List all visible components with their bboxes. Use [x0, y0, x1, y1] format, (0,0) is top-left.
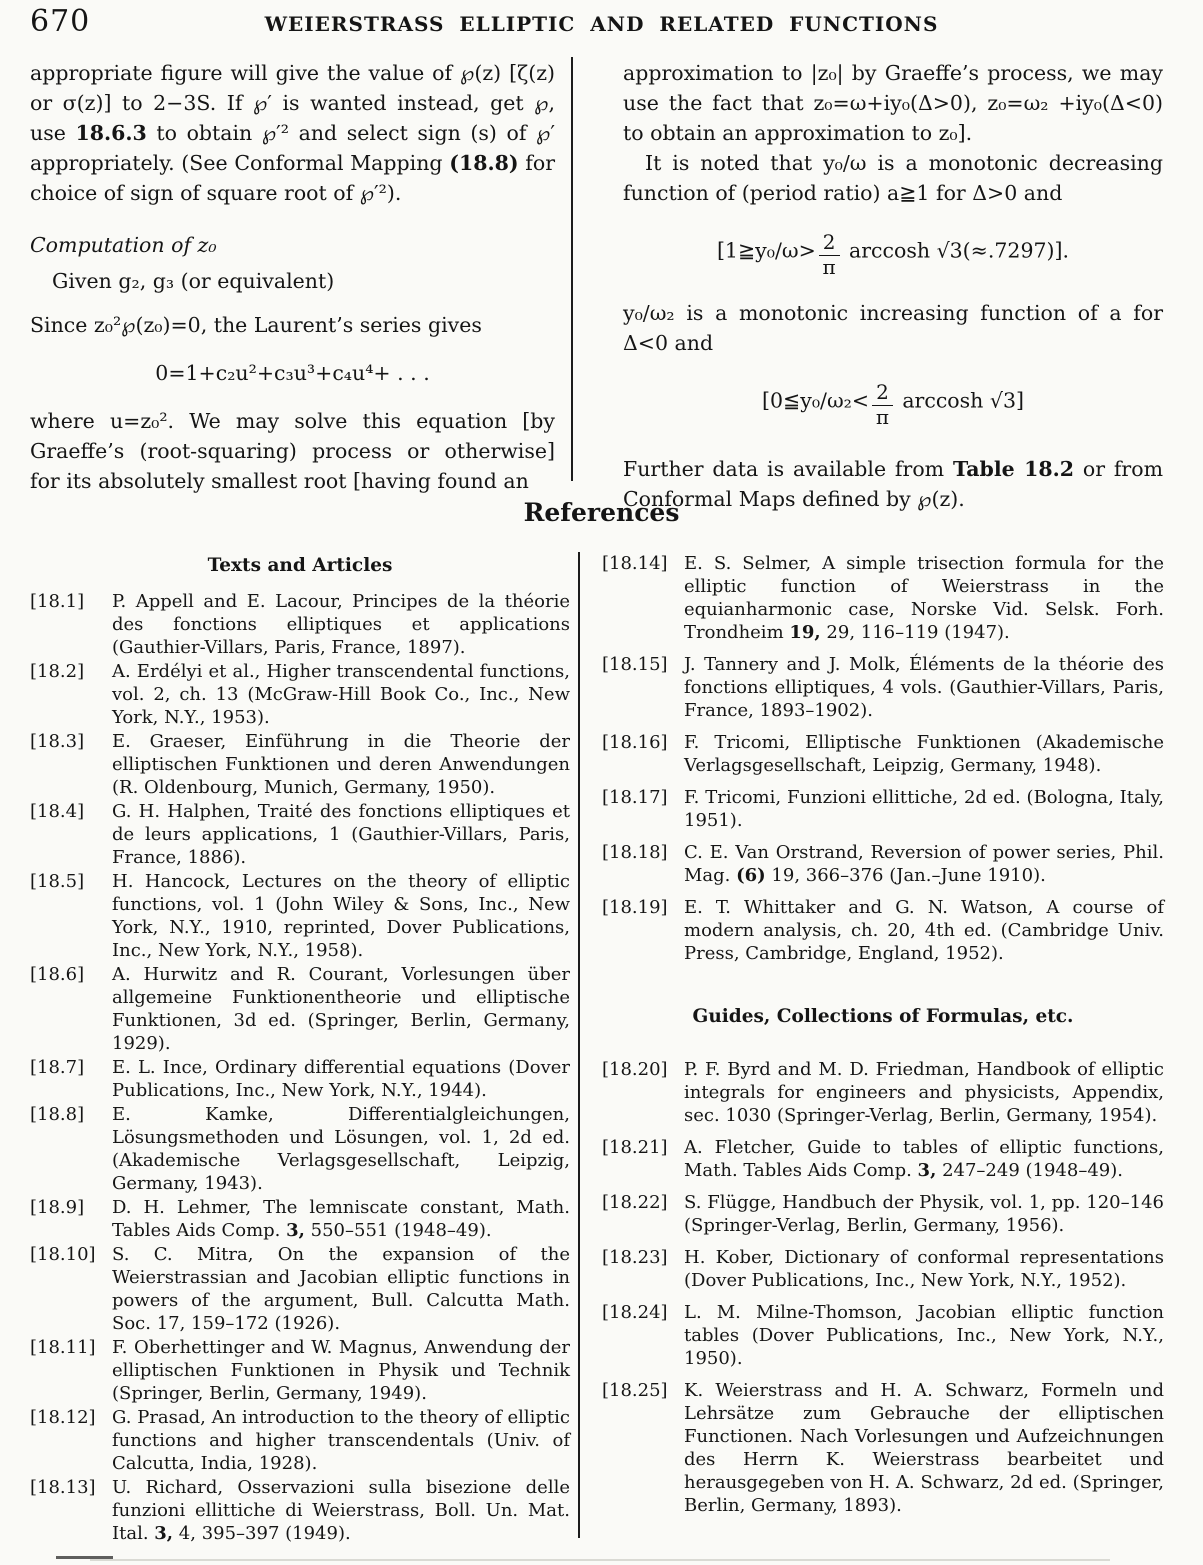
reference-item — [602, 841, 1164, 887]
reference-item — [602, 731, 1164, 777]
reference-label: [18.17] — [602, 787, 668, 808]
reference-label: [18.11] — [30, 1337, 96, 1358]
reference-item — [30, 1476, 570, 1545]
reference-item — [30, 1243, 570, 1335]
reference-label: [18.1] — [30, 591, 85, 612]
reference-text: E. Kamke, Differentialgleichungen, Lösungsmethoden und Lösungen, vol. 1, 2d ed. (Akademische Verlagsgesellschaft, Leipzig, Germany, 1943). — [112, 1104, 570, 1194]
reference-text: E. T. Whittaker and G. N. Watson, A course of modern analysis, ch. 20, 4th ed. (Cambridge Univ. Press, Cambridge, England, 1952). — [684, 897, 1164, 964]
reference-text: G. Prasad, An introduction to the theory of elliptic functions and higher transcendentals (Univ. of Calcutta, India, 1928). — [112, 1407, 570, 1474]
reference-item — [602, 1379, 1164, 1517]
reference-item — [30, 660, 570, 729]
reference-text: K. Weierstrass and H. A. Schwarz, Formeln und Lehrsätze zum Gebrauche der elliptischen Functionen. Nach Vorlesungen und Aufzeichnungen des Herrn K. Weierstrass bearbeitet und herausgegeben von H. A. Schwarz, 2d ed. (Springer, Berlin, Germany, 1893). — [684, 1380, 1164, 1516]
reference-label: [18.6] — [30, 964, 85, 985]
reference-text: H. Hancock, Lectures on the theory of elliptic functions, vol. 1 (John Wiley & Sons, Inc., New York, N.Y., 1910, reprinted, Dover Publications, Inc., New York, N.Y., 1958). — [112, 871, 570, 961]
reference-item — [30, 1406, 570, 1475]
reference-text: E. Graeser, Einführung in die Theorie der elliptischen Funktionen und deren Anwendungen (R. Oldenbourg, Munich, Germany, 1950). — [112, 731, 570, 798]
reference-text: L. M. Milne-Thomson, Jacobian elliptic function tables (Dover Publications, Inc., New York, N.Y., 1950). — [684, 1302, 1164, 1369]
fraction-numerator: 2 — [872, 382, 893, 406]
reference-label: [18.25] — [602, 1380, 668, 1401]
reference-item — [602, 1191, 1164, 1237]
display-equation — [623, 232, 1163, 278]
reference-label: [18.8] — [30, 1104, 85, 1125]
reference-text: A. Erdélyi et al., Higher transcendental functions, vol. 2, ch. 13 (McGraw-Hill Book Co., Inc., New York, N.Y., 1953). — [112, 661, 570, 728]
references-left-column — [30, 552, 570, 1546]
reference-item — [602, 1136, 1164, 1182]
reference-label: [18.12] — [30, 1407, 96, 1428]
paragraph: Given g₂, g₃ (or equivalent) — [52, 269, 335, 293]
display-equation — [623, 382, 1163, 428]
fraction-denominator: π — [822, 254, 836, 279]
column-divider-rule — [571, 57, 573, 481]
reference-text: U. Richard, Osservazioni sulla bisezione delle funzioni ellittiche di Weierstrass, Boll. Un. Mat. Ital. 3, 4, 395–397 (1949). — [112, 1477, 570, 1544]
running-title: WEIERSTRASS ELLIPTIC AND RELATED FUNCTIONS — [264, 12, 939, 36]
equation-text: [1≧y₀/ω> — [716, 238, 816, 263]
fraction-numerator: 2 — [819, 232, 840, 256]
reference-text: F. Oberhettinger and W. Magnus, Anwendung der elliptischen Funktionen in Physik und Technik (Springer, Berlin, Germany, 1949). — [112, 1337, 570, 1404]
reference-text: E. L. Ince, Ordinary differential equations (Dover Publications, Inc., New York, N.Y., 1944). — [112, 1057, 570, 1101]
reference-item — [30, 870, 570, 962]
references-list — [30, 590, 570, 1545]
scan-artifact-smudge — [90, 1559, 1110, 1561]
reference-item — [602, 786, 1164, 832]
reference-item — [602, 896, 1164, 965]
reference-label: [18.20] — [602, 1059, 668, 1080]
reference-label: [18.24] — [602, 1302, 668, 1323]
reference-text: E. S. Selmer, A simple trisection formula for the elliptic function of Weierstrass in the equianharmonic case, Norske Vid. Selsk. Forh. Trondheim 19, 29, 116–119 (1947). — [684, 553, 1164, 643]
reference-item — [602, 1246, 1164, 1292]
top-right-column — [623, 58, 1163, 514]
reference-text: P. Appell and E. Lacour, Principes de la théorie des fonctions elliptiques et applications (Gauthier-Villars, Paris, France, 1897). — [112, 591, 570, 658]
references-title: References — [523, 498, 680, 527]
reference-item — [30, 1103, 570, 1195]
reference-label: [18.5] — [30, 871, 85, 892]
reference-label: [18.9] — [30, 1197, 85, 1218]
reference-text: P. F. Byrd and M. D. Friedman, Handbook of elliptic integrals for engineers and physicists, Appendix, sec. 1030 (Springer-Verlag, Berlin, Germany, 1954). — [684, 1059, 1164, 1126]
subsection-heading: Computation of z₀ — [30, 233, 217, 257]
paragraph: Further data is available from Table 18.2 or from Conformal Maps defined by ℘(z). — [623, 457, 1164, 512]
reference-item — [30, 800, 570, 869]
reference-item — [602, 552, 1164, 644]
reference-label: [18.7] — [30, 1057, 85, 1078]
reference-text: S. C. Mitra, On the expansion of the Weierstrassian and Jacobian elliptic functions in powers of the argument, Bull. Calcutta Math. Soc. 17, 159–172 (1926). — [112, 1244, 570, 1334]
references-list — [602, 552, 1164, 965]
reference-text: F. Tricomi, Funzioni ellittiche, 2d ed. (Bologna, Italy, 1951). — [684, 787, 1164, 831]
reference-label: [18.2] — [30, 661, 85, 682]
references-section — [30, 552, 1170, 1546]
reference-text: H. Kober, Dictionary of conformal representations (Dover Publications, Inc., New York, N.Y., 1952). — [684, 1247, 1164, 1291]
reference-item — [602, 1058, 1164, 1127]
reference-item — [602, 1301, 1164, 1370]
reference-text: C. E. Van Orstrand, Reversion of power series, Phil. Mag. (6) 19, 366–376 (Jan.–June 1910). — [684, 842, 1164, 886]
reference-label: [18.16] — [602, 732, 668, 753]
fraction-denominator: π — [875, 404, 889, 429]
equation-text: arccosh √3] — [895, 388, 1024, 413]
reference-label: [18.18] — [602, 842, 668, 863]
reference-item — [30, 1336, 570, 1405]
reference-text: J. Tannery and J. Molk, Éléments de la théorie des fonctions elliptiques, 4 vols. (Gauthier-Villars, Paris, France, 1893–1902). — [684, 654, 1164, 721]
reference-label: [18.13] — [30, 1477, 96, 1498]
reference-label: [18.10] — [30, 1244, 96, 1265]
paragraph: where u=z₀². We may solve this equation [by Graeffe’s (root-squaring) process or otherwise] for its absolutely smallest root [having found an — [30, 409, 555, 493]
reference-text: A. Fletcher, Guide to tables of elliptic functions, Math. Tables Aids Comp. 3, 247–249 (1948–49). — [684, 1137, 1164, 1181]
paragraph: Since z₀²℘(z₀)=0, the Laurent’s series gives — [30, 313, 482, 337]
paragraph: It is noted that y₀/ω is a monotonic decreasing function of (period ratio) a≧1 for Δ>0 and — [623, 151, 1163, 205]
paragraph: approximation to |z₀| by Graeffe’s process, we may use the fact that z₀=ω+iy₀(Δ>0), z₀=ω₂ +iy₀(Δ<0) to obtain an approximation to z₀]. — [623, 61, 1163, 145]
reference-label: [18.3] — [30, 731, 85, 752]
paragraph: appropriate figure will give the value of ℘(z) [ζ(z) or σ(z)] to 2−3S. If ℘′ is wanted instead, get ℘, use 18.6.3 to obtain ℘′² and select sign (s) of ℘′ appropriately. (See Conformal Mapping (18.8) for choice of sign of square root of ℘′²). — [30, 61, 556, 205]
references-list — [602, 1058, 1164, 1517]
page-number: 670 — [30, 4, 91, 39]
references-subheading: Texts and Articles — [207, 555, 393, 576]
reference-label: [18.4] — [30, 801, 85, 822]
top-text-section — [30, 58, 1163, 514]
column-divider-rule — [578, 552, 580, 1538]
reference-text: G. H. Halphen, Traité des fonctions elliptiques et de leurs applications, 1 (Gauthier-Villars, Paris, France, 1886). — [112, 801, 570, 868]
reference-item — [602, 653, 1164, 722]
equation-text: arccosh √3(≈.7297)]. — [842, 238, 1070, 263]
reference-label: [18.22] — [602, 1192, 668, 1213]
display-equation: 0=1+c₂u²+c₃u³+c₄u⁴+ . . . — [155, 361, 430, 385]
paragraph: y₀/ω₂ is a monotonic increasing function of a for Δ<0 and — [623, 301, 1163, 356]
reference-label: [18.14] — [602, 553, 668, 574]
reference-item — [30, 1056, 570, 1102]
reference-text: D. H. Lehmer, The lemniscate constant, Math. Tables Aids Comp. 3, 550–551 (1948–49). — [112, 1197, 570, 1241]
reference-text: F. Tricomi, Elliptische Funktionen (Akademische Verlagsgesellschaft, Leipzig, Germany, 1948). — [684, 732, 1164, 776]
reference-text: S. Flügge, Handbuch der Physik, vol. 1, pp. 120–146 (Springer-Verlag, Berlin, Germany, 1956). — [684, 1192, 1164, 1236]
reference-label: [18.19] — [602, 897, 668, 918]
reference-label: [18.23] — [602, 1247, 668, 1268]
references-subheading: Guides, Collections of Formulas, etc. — [692, 1006, 1074, 1027]
reference-item — [30, 590, 570, 659]
reference-label: [18.15] — [602, 654, 668, 675]
reference-item — [30, 1196, 570, 1242]
reference-item — [30, 963, 570, 1055]
references-right-column — [602, 552, 1164, 1546]
reference-item — [30, 730, 570, 799]
reference-text: A. Hurwitz and R. Courant, Vorlesungen über allgemeine Funktionentheorie und elliptische Funktionen, 3d ed. (Springer, Berlin, Germany, 1929). — [112, 964, 570, 1054]
reference-label: [18.21] — [602, 1137, 668, 1158]
equation-text: [0≦y₀/ω₂< — [762, 388, 870, 413]
fraction — [872, 382, 893, 428]
fraction — [819, 232, 840, 278]
top-left-column — [30, 58, 555, 514]
